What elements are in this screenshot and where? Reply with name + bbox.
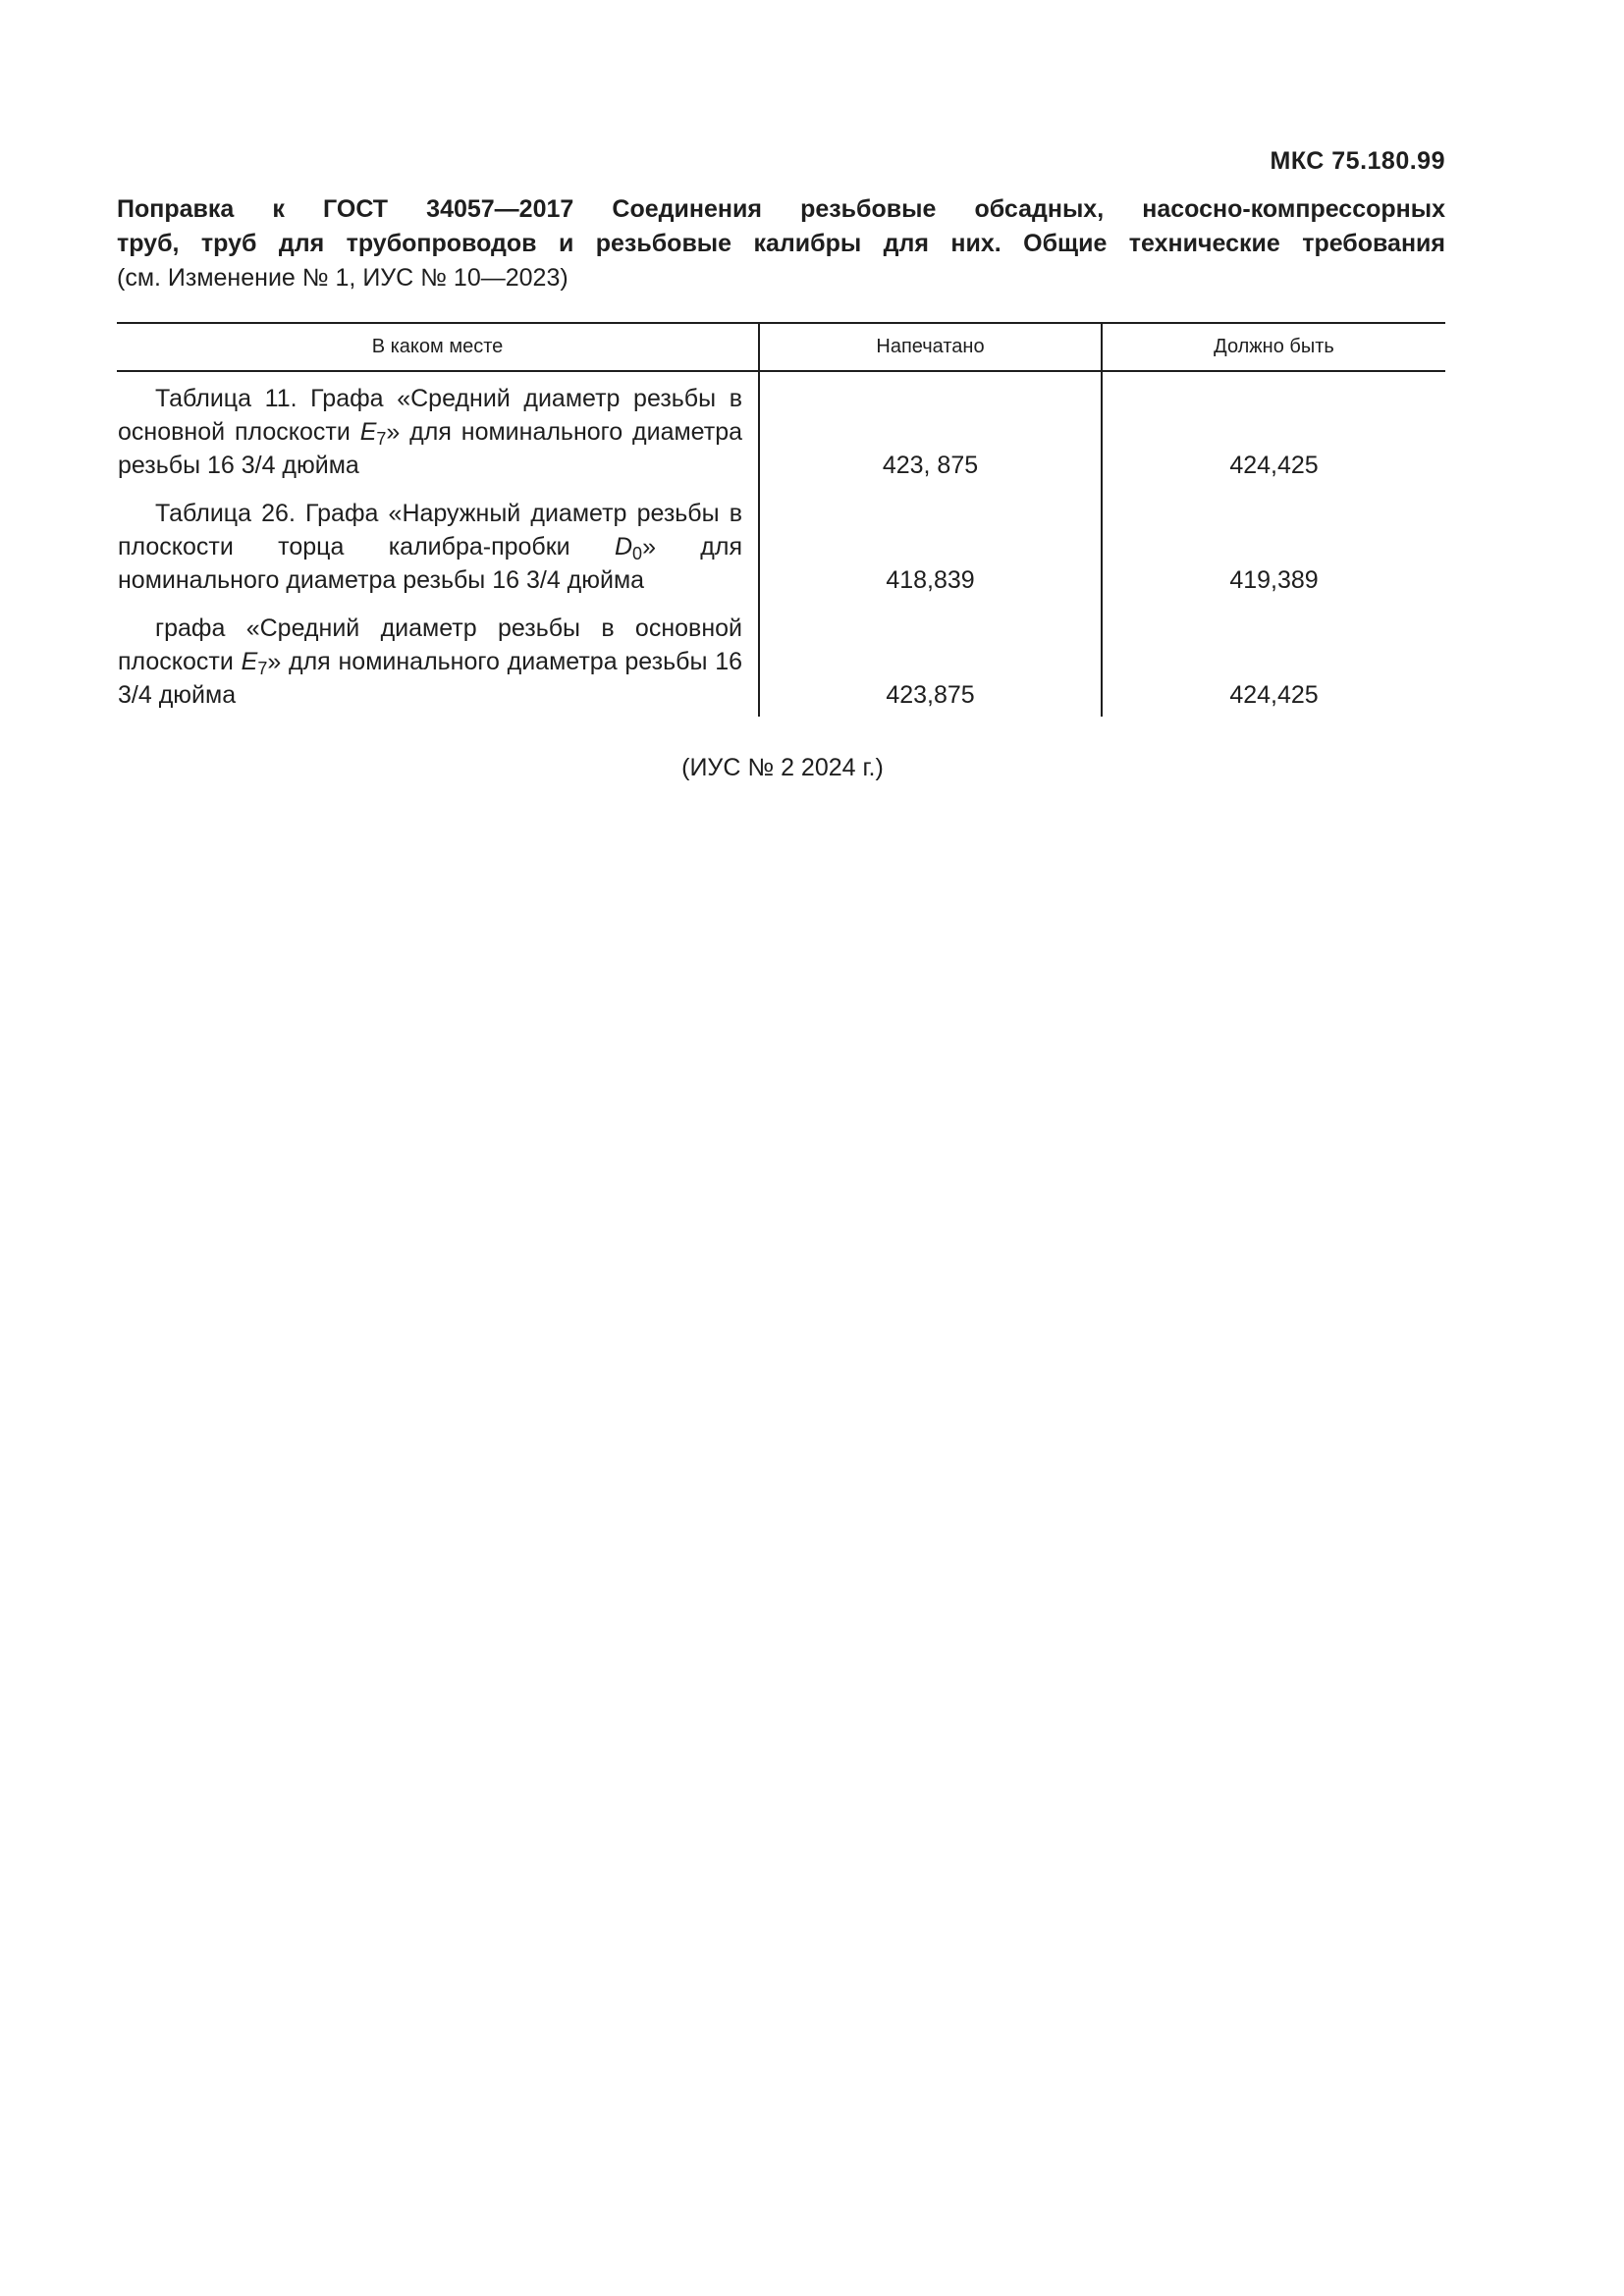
place-text: » для номинального диаметра резьбы 16 3/4 дюйма xyxy=(118,418,742,479)
title-line-2: труб, труб для трубопроводов и резьбовые калибры для них. Общие технические требования xyxy=(117,230,1445,257)
amendment-title xyxy=(117,192,1445,295)
header-should-be: Должно быть xyxy=(1102,323,1445,371)
table-row xyxy=(117,371,1445,487)
header-place: В каком месте xyxy=(117,323,759,371)
cell-printed: 423, 875 xyxy=(759,371,1102,487)
place-text: » для номинального диаметра резьбы 16 3/4 дюйма xyxy=(118,533,742,594)
symbol-subscript: 7 xyxy=(376,429,387,449)
symbol: D xyxy=(614,533,633,561)
cell-place xyxy=(117,602,759,717)
cell-should-be: 419,389 xyxy=(1102,487,1445,602)
title-line-1: Поправка к ГОСТ 34057—2017 Соединения резьбовые обсадных, насосно-компрессорных xyxy=(117,195,1445,223)
table-row xyxy=(117,602,1445,717)
cell-printed: 418,839 xyxy=(759,487,1102,602)
cell-printed: 423,875 xyxy=(759,602,1102,717)
table-header-row xyxy=(117,323,1445,371)
header-printed: Напечатано xyxy=(759,323,1102,371)
place-text: Таблица 26. Графа «Наружный диаметр резьбы в плоскости торца калибра-пробки xyxy=(118,500,742,561)
symbol: E xyxy=(241,648,258,675)
place-text: Таблица 11. Графа «Средний диаметр резьбы в основной плоскости xyxy=(118,385,742,446)
ius-reference: (ИУС № 2 2024 г.) xyxy=(681,754,884,781)
classification-code: МКС 75.180.99 xyxy=(1270,147,1445,175)
title-note: (см. Изменение № 1, ИУС № 10—2023) xyxy=(117,264,568,292)
cell-place xyxy=(117,371,759,487)
cell-should-be: 424,425 xyxy=(1102,371,1445,487)
table-row xyxy=(117,487,1445,602)
cell-place xyxy=(117,487,759,602)
place-text: графа «Средний диаметр резьбы в основной плоскости xyxy=(118,614,742,675)
symbol-subscript: 7 xyxy=(257,659,268,678)
symbol: E xyxy=(359,418,377,446)
symbol-subscript: 0 xyxy=(632,544,643,563)
amendment-table xyxy=(117,322,1445,717)
cell-should-be: 424,425 xyxy=(1102,602,1445,717)
place-text: » для номинального диаметра резьбы 16 3/4 дюйма xyxy=(118,648,742,709)
